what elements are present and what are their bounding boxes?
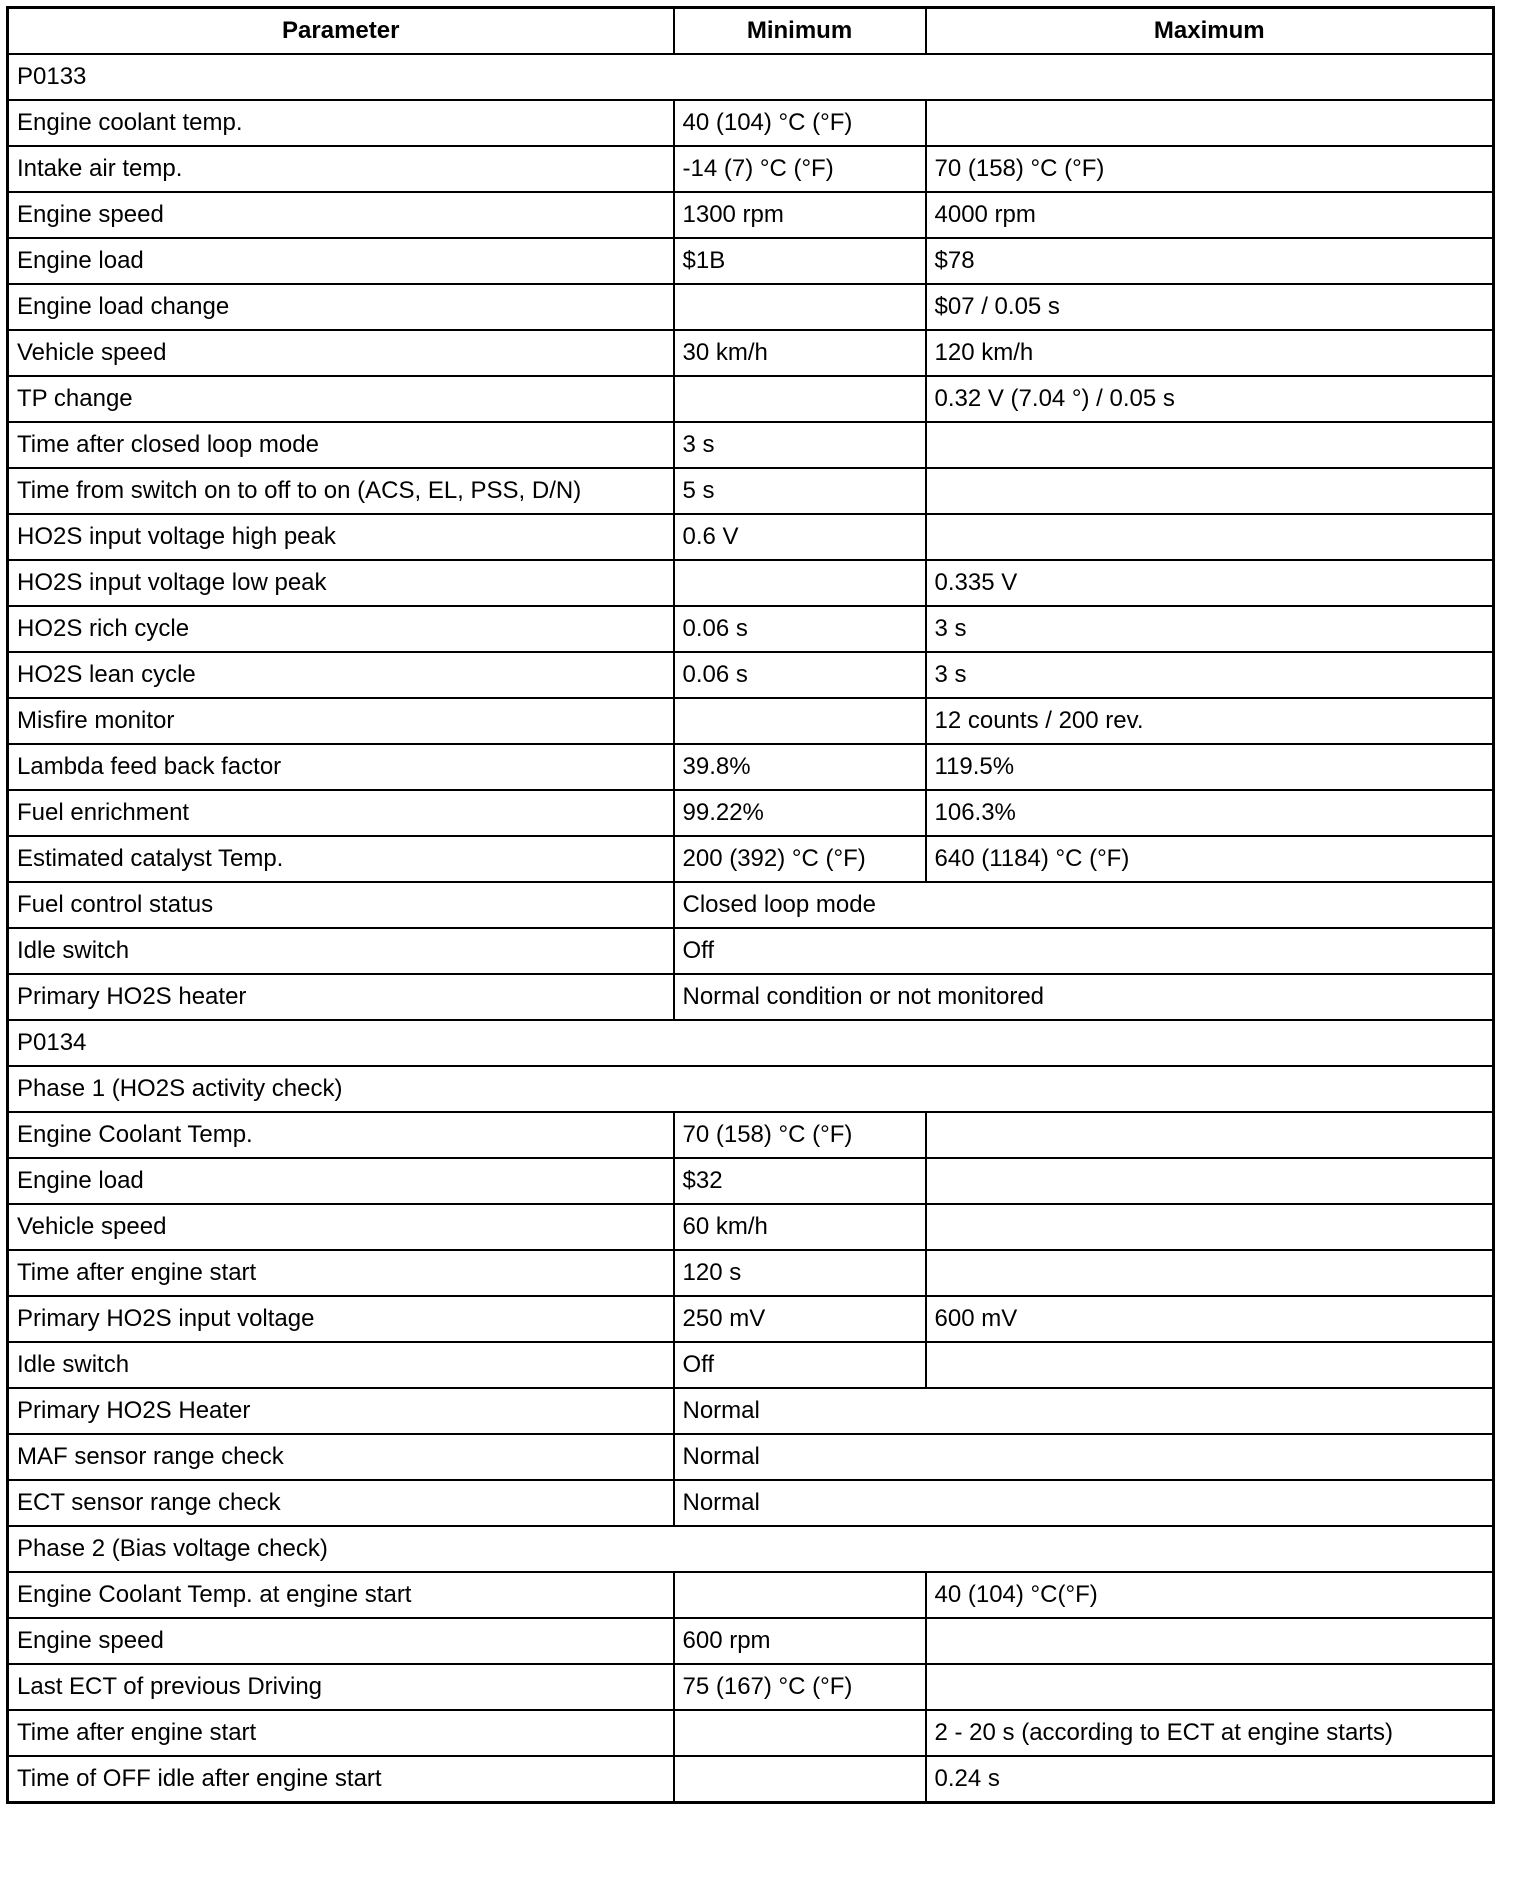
maximum-cell: $78 bbox=[926, 238, 1494, 284]
header-maximum: Maximum bbox=[926, 8, 1494, 55]
minimum-cell: 70 (158) °C (°F) bbox=[674, 1112, 926, 1158]
maximum-cell: 40 (104) °C(°F) bbox=[926, 1572, 1494, 1618]
parameter-cell: HO2S rich cycle bbox=[8, 606, 674, 652]
parameter-cell: Last ECT of previous Driving bbox=[8, 1664, 674, 1710]
table-row bbox=[8, 1756, 1494, 1803]
parameter-cell: Fuel control status bbox=[8, 882, 674, 928]
table-row bbox=[8, 422, 1494, 468]
parameter-cell: Time after engine start bbox=[8, 1710, 674, 1756]
parameter-cell: Time from switch on to off to on (ACS, EL, PSS, D/N) bbox=[8, 468, 674, 514]
parameter-cell: HO2S lean cycle bbox=[8, 652, 674, 698]
table-row bbox=[8, 1480, 1494, 1526]
table-row bbox=[8, 1158, 1494, 1204]
parameter-cell: Time after engine start bbox=[8, 1250, 674, 1296]
minimum-cell: Off bbox=[674, 1342, 926, 1388]
table-row bbox=[8, 1204, 1494, 1250]
minimum-cell: 60 km/h bbox=[674, 1204, 926, 1250]
maximum-cell: 70 (158) °C (°F) bbox=[926, 146, 1494, 192]
minimum-cell: $1B bbox=[674, 238, 926, 284]
table-row bbox=[8, 974, 1494, 1020]
table-row bbox=[8, 514, 1494, 560]
parameter-cell: Intake air temp. bbox=[8, 146, 674, 192]
section-row bbox=[8, 1020, 1494, 1066]
table-row bbox=[8, 100, 1494, 146]
minimum-cell: 0.06 s bbox=[674, 652, 926, 698]
maximum-cell bbox=[926, 1112, 1494, 1158]
maximum-cell: 3 s bbox=[926, 652, 1494, 698]
condition-cell: Normal bbox=[674, 1388, 1494, 1434]
table-row bbox=[8, 238, 1494, 284]
parameter-cell: Idle switch bbox=[8, 1342, 674, 1388]
table-row bbox=[8, 376, 1494, 422]
minimum-cell: 40 (104) °C (°F) bbox=[674, 100, 926, 146]
parameter-cell: ECT sensor range check bbox=[8, 1480, 674, 1526]
section-row bbox=[8, 1066, 1494, 1112]
minimum-cell: 250 mV bbox=[674, 1296, 926, 1342]
parameter-cell: Engine load change bbox=[8, 284, 674, 330]
minimum-cell: -14 (7) °C (°F) bbox=[674, 146, 926, 192]
section-label: Phase 1 (HO2S activity check) bbox=[8, 1066, 1494, 1112]
table-row bbox=[8, 790, 1494, 836]
parameter-cell: HO2S input voltage low peak bbox=[8, 560, 674, 606]
table-row bbox=[8, 192, 1494, 238]
maximum-cell: 120 km/h bbox=[926, 330, 1494, 376]
table-body bbox=[8, 54, 1494, 1803]
condition-cell: Closed loop mode bbox=[674, 882, 1494, 928]
table-row bbox=[8, 1664, 1494, 1710]
table-row bbox=[8, 146, 1494, 192]
parameter-cell: Engine coolant temp. bbox=[8, 100, 674, 146]
table-row bbox=[8, 1572, 1494, 1618]
section-row bbox=[8, 54, 1494, 100]
parameter-cell: Engine load bbox=[8, 1158, 674, 1204]
table-row bbox=[8, 1112, 1494, 1158]
parameter-cell: Estimated catalyst Temp. bbox=[8, 836, 674, 882]
minimum-cell: 99.22% bbox=[674, 790, 926, 836]
parameter-cell: Primary HO2S Heater bbox=[8, 1388, 674, 1434]
table-row bbox=[8, 1618, 1494, 1664]
table-row bbox=[8, 744, 1494, 790]
parameter-cell: Vehicle speed bbox=[8, 1204, 674, 1250]
parameter-cell: MAF sensor range check bbox=[8, 1434, 674, 1480]
parameter-cell: Engine Coolant Temp. at engine start bbox=[8, 1572, 674, 1618]
maximum-cell bbox=[926, 468, 1494, 514]
maximum-cell: 2 - 20 s (according to ECT at engine starts) bbox=[926, 1710, 1494, 1756]
minimum-cell: 30 km/h bbox=[674, 330, 926, 376]
parameter-cell: Engine load bbox=[8, 238, 674, 284]
header-row bbox=[8, 8, 1494, 55]
table-row bbox=[8, 1388, 1494, 1434]
minimum-cell bbox=[674, 698, 926, 744]
minimum-cell: 75 (167) °C (°F) bbox=[674, 1664, 926, 1710]
maximum-cell: 0.24 s bbox=[926, 1756, 1494, 1803]
maximum-cell: 3 s bbox=[926, 606, 1494, 652]
section-label: P0133 bbox=[8, 54, 1494, 100]
maximum-cell bbox=[926, 1158, 1494, 1204]
maximum-cell bbox=[926, 1618, 1494, 1664]
parameter-table bbox=[6, 6, 1495, 1804]
parameter-cell: Fuel enrichment bbox=[8, 790, 674, 836]
section-row bbox=[8, 1526, 1494, 1572]
condition-cell: Off bbox=[674, 928, 1494, 974]
maximum-cell bbox=[926, 1204, 1494, 1250]
maximum-cell bbox=[926, 514, 1494, 560]
parameter-cell: Time after closed loop mode bbox=[8, 422, 674, 468]
minimum-cell: 200 (392) °C (°F) bbox=[674, 836, 926, 882]
parameter-cell: Primary HO2S heater bbox=[8, 974, 674, 1020]
header-parameter: Parameter bbox=[8, 8, 674, 55]
minimum-cell bbox=[674, 1572, 926, 1618]
table-row bbox=[8, 1342, 1494, 1388]
minimum-cell: 5 s bbox=[674, 468, 926, 514]
condition-cell: Normal condition or not monitored bbox=[674, 974, 1494, 1020]
header-minimum: Minimum bbox=[674, 8, 926, 55]
minimum-cell: 39.8% bbox=[674, 744, 926, 790]
table-row bbox=[8, 468, 1494, 514]
parameter-cell: Engine Coolant Temp. bbox=[8, 1112, 674, 1158]
maximum-cell: $07 / 0.05 s bbox=[926, 284, 1494, 330]
table-row bbox=[8, 836, 1494, 882]
parameter-cell: Time of OFF idle after engine start bbox=[8, 1756, 674, 1803]
minimum-cell bbox=[674, 284, 926, 330]
maximum-cell: 106.3% bbox=[926, 790, 1494, 836]
maximum-cell bbox=[926, 1250, 1494, 1296]
maximum-cell: 12 counts / 200 rev. bbox=[926, 698, 1494, 744]
maximum-cell: 119.5% bbox=[926, 744, 1494, 790]
table-row bbox=[8, 560, 1494, 606]
minimum-cell: $32 bbox=[674, 1158, 926, 1204]
minimum-cell bbox=[674, 560, 926, 606]
minimum-cell: 0.6 V bbox=[674, 514, 926, 560]
parameter-cell: Misfire monitor bbox=[8, 698, 674, 744]
maximum-cell bbox=[926, 1342, 1494, 1388]
table-row bbox=[8, 330, 1494, 376]
minimum-cell: 0.06 s bbox=[674, 606, 926, 652]
table-row bbox=[8, 652, 1494, 698]
maximum-cell: 0.335 V bbox=[926, 560, 1494, 606]
table-row bbox=[8, 882, 1494, 928]
maximum-cell bbox=[926, 1664, 1494, 1710]
maximum-cell: 600 mV bbox=[926, 1296, 1494, 1342]
maximum-cell: 4000 rpm bbox=[926, 192, 1494, 238]
minimum-cell: 600 rpm bbox=[674, 1618, 926, 1664]
condition-cell: Normal bbox=[674, 1480, 1494, 1526]
table-row bbox=[8, 928, 1494, 974]
table-row bbox=[8, 1250, 1494, 1296]
table-row bbox=[8, 1710, 1494, 1756]
minimum-cell: 3 s bbox=[674, 422, 926, 468]
maximum-cell bbox=[926, 100, 1494, 146]
table-row bbox=[8, 1434, 1494, 1480]
minimum-cell bbox=[674, 1710, 926, 1756]
table-row bbox=[8, 284, 1494, 330]
maximum-cell: 0.32 V (7.04 °) / 0.05 s bbox=[926, 376, 1494, 422]
minimum-cell bbox=[674, 1756, 926, 1803]
condition-cell: Normal bbox=[674, 1434, 1494, 1480]
table-row bbox=[8, 698, 1494, 744]
minimum-cell bbox=[674, 376, 926, 422]
minimum-cell: 1300 rpm bbox=[674, 192, 926, 238]
section-label: P0134 bbox=[8, 1020, 1494, 1066]
parameter-cell: HO2S input voltage high peak bbox=[8, 514, 674, 560]
maximum-cell: 640 (1184) °C (°F) bbox=[926, 836, 1494, 882]
parameter-cell: Vehicle speed bbox=[8, 330, 674, 376]
parameter-cell: Idle switch bbox=[8, 928, 674, 974]
parameter-cell: Engine speed bbox=[8, 1618, 674, 1664]
table-row bbox=[8, 606, 1494, 652]
section-label: Phase 2 (Bias voltage check) bbox=[8, 1526, 1494, 1572]
parameter-cell: Engine speed bbox=[8, 192, 674, 238]
parameter-cell: Lambda feed back factor bbox=[8, 744, 674, 790]
minimum-cell: 120 s bbox=[674, 1250, 926, 1296]
maximum-cell bbox=[926, 422, 1494, 468]
parameter-cell: TP change bbox=[8, 376, 674, 422]
table-row bbox=[8, 1296, 1494, 1342]
parameter-cell: Primary HO2S input voltage bbox=[8, 1296, 674, 1342]
